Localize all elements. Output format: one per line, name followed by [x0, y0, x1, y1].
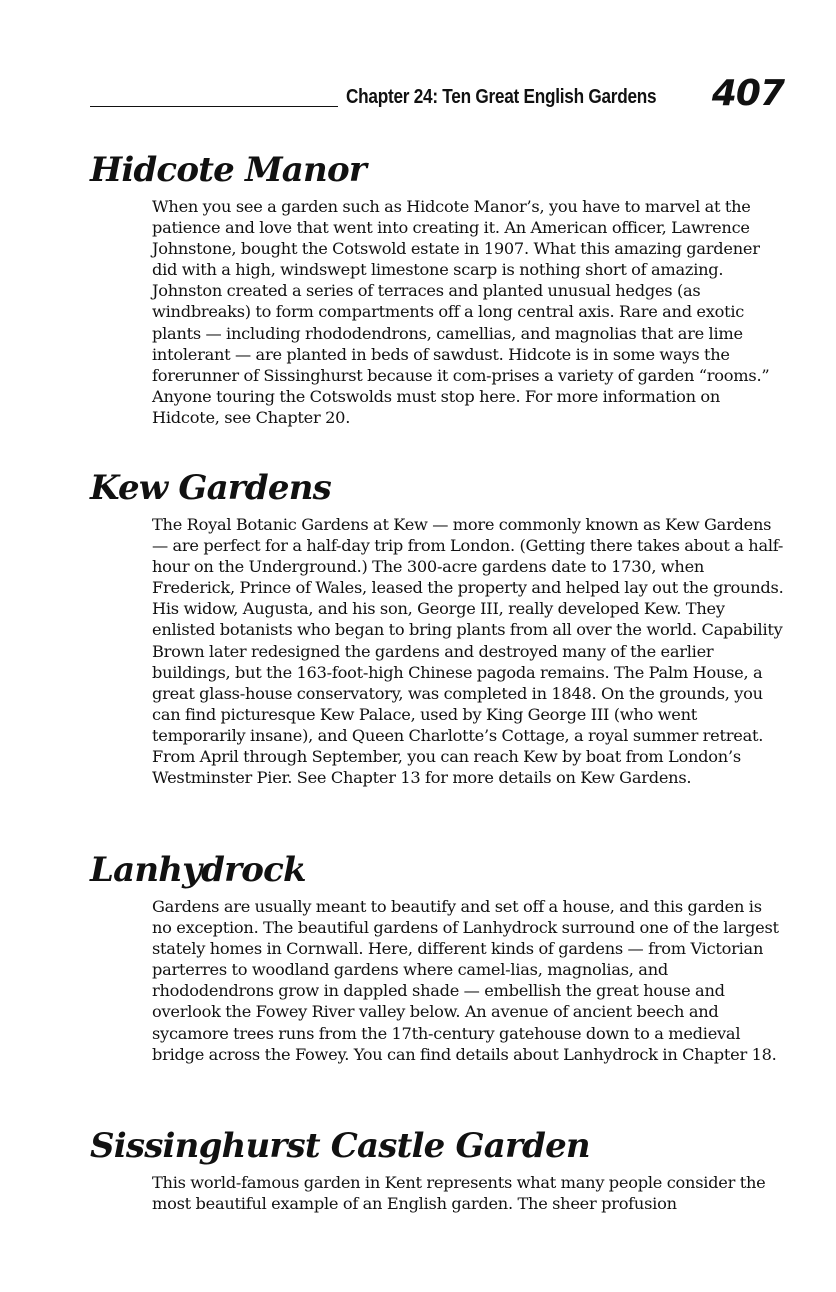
section-kew-gardens	[90, 468, 790, 788]
running-header	[90, 72, 784, 120]
section-body: The Royal Botanic Gardens at Kew — more commonly known as Kew Gardens — are perfect for a half-day trip from London. (Getting there takes about a half-hour on the Underground.) The 300-acre gardens date to 1730, when Frederick, Prince of Wales, leased the property and helped lay out the grounds. His widow, Augusta, and his son, George III, really developed Kew. They enlisted botanists who began to bring plants from all over the world. Capability Brown later redesigned the gardens and destroyed many of the earlier buildings, but the 163-foot-high Chinese pagoda remains. The Palm House, a great glass-house conservatory, was completed in 1848. On the grounds, you can find picturesque Kew Palace, used by King George III (who went temporarily insane), and Queen Charlotte’s Cottage, a royal summer retreat. From April through September, you can reach Kew by boat from London’s Westminster Pier. See Chapter 13 for more details on Kew Gardens.	[152, 515, 784, 788]
page-number: 407	[711, 73, 784, 114]
section-heading: Hidcote Manor	[90, 150, 366, 190]
header-rule	[90, 106, 338, 107]
chapter-title: Chapter 24: Ten Great English Gardens	[346, 86, 657, 108]
section-hidcote-manor	[90, 150, 790, 428]
section-lanhydrock	[90, 850, 790, 1065]
section-sissinghurst-castle-garden	[90, 1126, 790, 1214]
section-body: When you see a garden such as Hidcote Manor’s, you have to marvel at the patience and love that went into creating it. An American officer, Lawrence Johnstone, bought the Cotswold estate in 1907. What this amazing gardener did with a high, windswept limestone scarp is nothing short of amazing. Johnston created a series of terraces and planted unusual hedges (as windbreaks) to form compartments off a long central axis. Rare and exotic plants — including rhododendrons, camellias, and magnolias that are lime intolerant — are planted in beds of sawdust. Hidcote is in some ways the forerunner of Sissinghurst because it com-prises a variety of garden “rooms.” Anyone touring the Cotswolds must stop here. For more information on Hidcote, see Chapter 20.	[152, 197, 770, 427]
section-heading: Lanhydrock	[90, 850, 306, 890]
section-heading: Kew Gardens	[90, 468, 331, 508]
section-heading: Sissinghurst Castle Garden	[90, 1126, 590, 1166]
section-body: This world-famous garden in Kent represents what many people consider the most beautiful example of an English garden. The sheer profusion	[152, 1173, 766, 1214]
section-body: Gardens are usually meant to beautify and set off a house, and this garden is no exception. The beautiful gardens of Lanhydrock surround one of the largest stately homes in Cornwall. Here, different kinds of gardens — from Victorian parterres to woodland gardens where camel-lias, magnolias, and rhododendrons grow in dappled shade — embellish the great house and overlook the Fowey River valley below. An avenue of ancient beech and sycamore trees runs from the 17th-century gatehouse down to a medieval bridge across the Fowey. You can find details about Lanhydrock in Chapter 18.	[152, 897, 779, 1064]
